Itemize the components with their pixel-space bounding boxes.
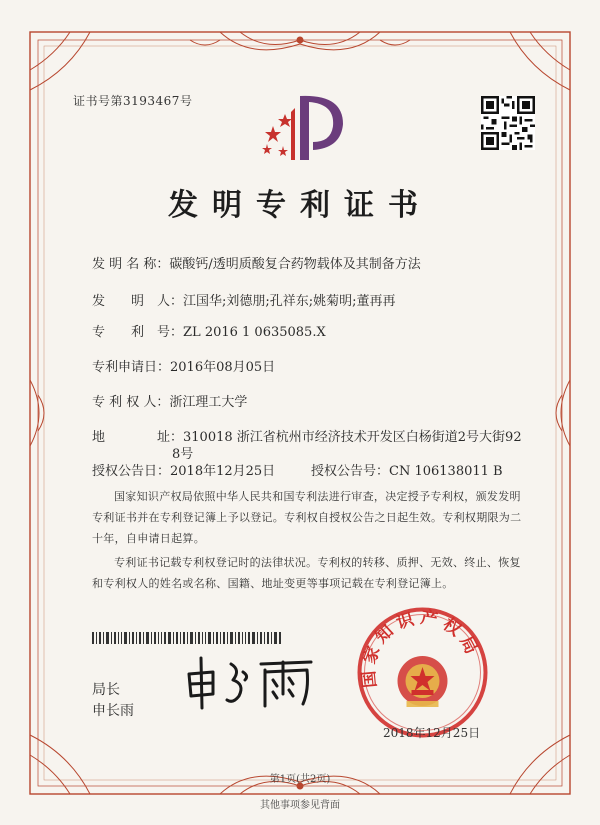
grant-number-row — [311, 460, 503, 479]
filing-date-label: 专利申请日： — [92, 360, 171, 375]
address-label: 地 址： — [92, 430, 184, 445]
grant-date-row — [92, 460, 275, 479]
inventor-row — [92, 290, 396, 309]
official-seal — [355, 605, 490, 740]
national-emblem-icon — [398, 656, 448, 707]
invention-name-label: 发 明 名 称： — [92, 257, 170, 272]
patent-number-label: 专 利 号： — [92, 325, 184, 340]
filing-date-value: 2016年08月05日 — [170, 360, 276, 375]
grant-statement-paragraph: 国家知识产权局依照中华人民共和国专利法进行审查，决定授予专利权，颁发发明专利证书并在专利登记簿上予以登记。专利权自授权公告之日起生效。专利权期限为二十年，自申请日起算。 — [92, 490, 522, 545]
seal-date: 2018年12月25日 — [383, 726, 481, 740]
patentee-value: 浙江理工大学 — [169, 395, 248, 410]
grant-number-label: 授权公告号： — [311, 464, 390, 479]
patentee-row — [92, 391, 247, 410]
page-number: 第1页(共2页) — [269, 774, 331, 785]
address-row — [92, 426, 522, 445]
grant-date-value: 2018年12月25日 — [170, 464, 276, 479]
inventor-label: 发 明 人： — [92, 294, 184, 309]
patentee-label: 专 利 权 人： — [92, 395, 170, 410]
patent-number-value: ZL 2016 1 0635085.X — [183, 325, 326, 340]
invention-name-value: 碳酸钙/透明质酸复合药物载体及其制备方法 — [169, 257, 421, 272]
address-line2: 8号 — [172, 447, 194, 462]
grant-date-label: 授权公告日： — [92, 464, 171, 479]
address-value-line1: 310018 浙江省杭州市经济技术开发区白杨街道2号大街92 — [183, 430, 522, 445]
seal-text: 国家知识产权局 — [358, 607, 484, 689]
certificate-title: 发明专利证书 — [168, 188, 432, 223]
inventor-value: 江国华;刘德朋;孔祥东;姚菊明;董再再 — [183, 294, 396, 309]
patent-number-row — [92, 321, 326, 340]
footer-note: 其他事项参见背面 — [260, 800, 340, 811]
qr-code — [481, 96, 535, 150]
grant-number-value: CN 106138011 B — [389, 464, 503, 479]
director-title: 局长 — [92, 682, 120, 698]
legal-status-paragraph: 专利证书记载专利权登记时的法律状况。专利权的转移、质押、无效、终止、恢复和专利权人的姓名或名称、国籍、地址变更等事项记载在专利登记簿上。 — [92, 556, 521, 590]
handwritten-signature — [183, 650, 318, 712]
certificate-number: 证书号第3193467号 — [73, 94, 193, 108]
director-name: 申长雨 — [92, 703, 134, 719]
invention-name-row — [92, 253, 421, 272]
filing-date-row — [92, 356, 275, 375]
cnipa-logo-icon — [255, 88, 350, 168]
barcode — [92, 632, 282, 644]
